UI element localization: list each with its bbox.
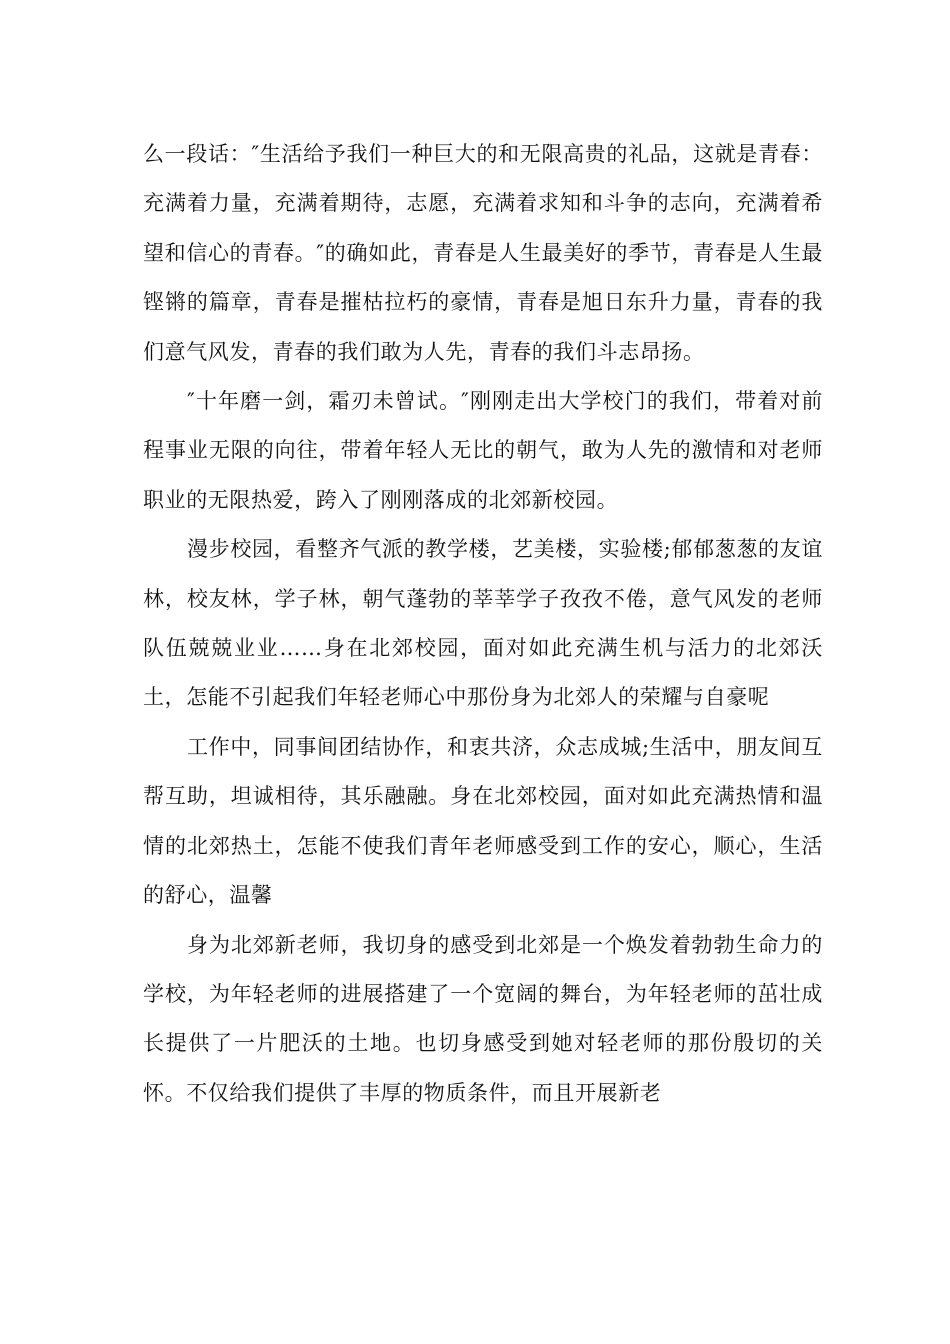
paragraph-4: 工作中，同事间团结协作，和衷共济，众志成城;生活中，朋友间互帮互助，坦诚相待，其乐融融。身在北郊校园，面对如此充满热情和温情的北郊热土，怎能不使我们青年老师感受到工作的安心，顺心，生活的舒心，温馨	[143, 734, 823, 908]
paragraph-3: 漫步校园，看整齐气派的教学楼，艺美楼，实验楼;郁郁葱葱的友谊林，校友林，学子林，朝气蓬勃的莘莘学子孜孜不倦，意气风发的老师队伍兢兢业业……身在北郊校园，面对如此充满生机与活力的北郊沃土，怎能不引起我们年轻老师心中那份身为北郊人的荣耀与自豪呢	[143, 537, 823, 710]
paragraph-5: 身为北郊新老师，我切身的感受到北郊是一个焕发着勃勃生命力的学校，为年轻老师的进展搭建了一个宽阔的舞台，为年轻老师的茁壮成长提供了一片肥沃的土地。也切身感受到她对轻老师的那份殷切的关怀。不仅给我们提供了丰厚的物质条件，而且开展新老	[143, 932, 823, 1105]
document-body	[143, 130, 823, 1118]
paragraph-1: 么一段话：″生活给予我们一种巨大的和无限高贵的礼品，这就是青春：充满着力量，充满着期待，志愿，充满着求知和斗争的志向，充满着希望和信心的青春。″的确如此，青春是人生最美好的季节，青春是人生最铿锵的篇章，青春是摧枯拉朽的豪情，青春是旭日东升力量，青春的我们意气风发，青春的我们敢为人先，青春的我们斗志昂扬。	[143, 142, 823, 364]
paragraph-2: ″十年磨一剑，霜刃未曾试。″刚刚走出大学校门的我们，带着对前程事业无限的向往，带着年轻人无比的朝气，敢为人先的激情和对老师职业的无限热爱，跨入了刚刚落成的北郊新校园。	[143, 389, 823, 512]
